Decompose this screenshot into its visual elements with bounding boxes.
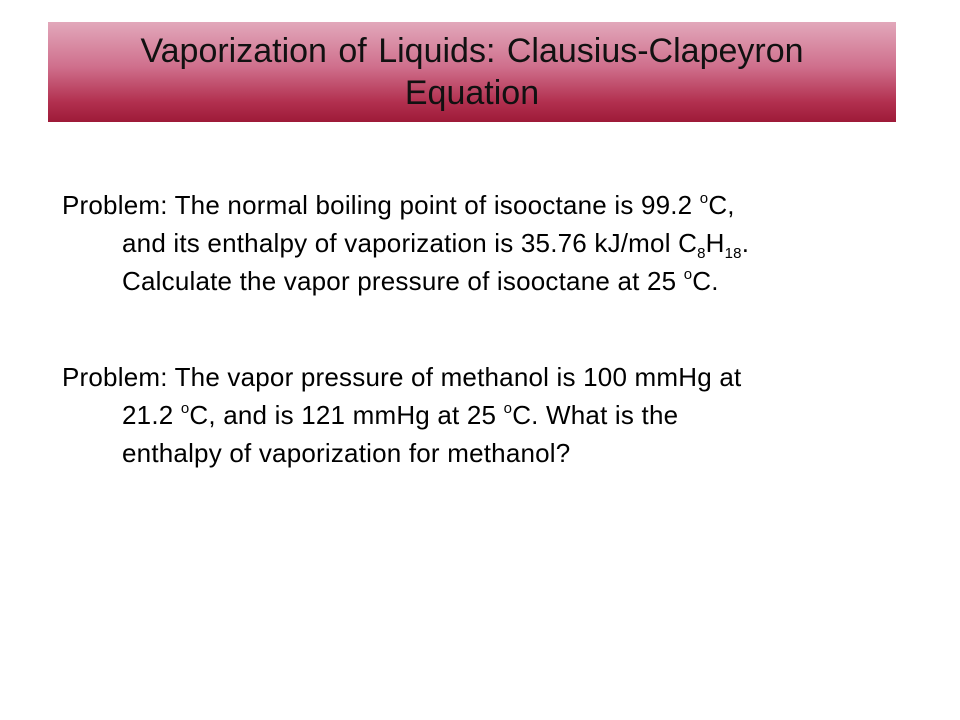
problem-2-line-2-end: C. What is the <box>512 400 679 430</box>
carbon-subscript: 8 <box>697 245 706 262</box>
degree-symbol: o <box>699 190 709 207</box>
problem-1-line-2 <box>62 224 922 262</box>
problem-2-line-2-text: 21.2 <box>122 400 181 430</box>
problem-1-line-1 <box>62 186 922 224</box>
problem-1-line-2-text: and its enthalpy of vaporization is 35.76 kJ/mol C <box>122 228 698 258</box>
problem-1 <box>62 186 922 300</box>
problem-2-line-3 <box>62 434 922 472</box>
problem-1-line-2-end: . <box>741 228 750 258</box>
problem-2-line-2-mid: C, and is 121 mmHg at 25 <box>189 400 504 430</box>
slide-title: Vaporization of Liquids: Clausius-Clapeyron Equation <box>140 32 804 112</box>
problem-2-line-1 <box>62 358 922 396</box>
problem-2 <box>62 358 922 472</box>
problem-1-line-3 <box>62 262 922 300</box>
problem-2-line-1-text: Problem: The vapor pressure of methanol is 100 mmHg at <box>62 362 742 392</box>
hydrogen-subscript: 18 <box>724 245 742 262</box>
problem-2-line-2 <box>62 396 922 434</box>
degree-symbol: o <box>503 400 513 417</box>
problem-1-line-1-text: Problem: The normal boiling point of isooctane is 99.2 <box>62 190 700 220</box>
problem-1-line-1-end: C, <box>708 190 735 220</box>
problem-1-line-3-text: Calculate the vapor pressure of isooctane at 25 <box>122 266 684 296</box>
problem-2-line-3-text: enthalpy of vaporization for methanol? <box>122 438 571 468</box>
degree-symbol: o <box>180 400 190 417</box>
title-bar <box>48 22 896 122</box>
degree-symbol: o <box>683 266 693 283</box>
hydrogen-symbol: H <box>705 228 725 258</box>
problem-1-line-3-end: C. <box>692 266 719 296</box>
